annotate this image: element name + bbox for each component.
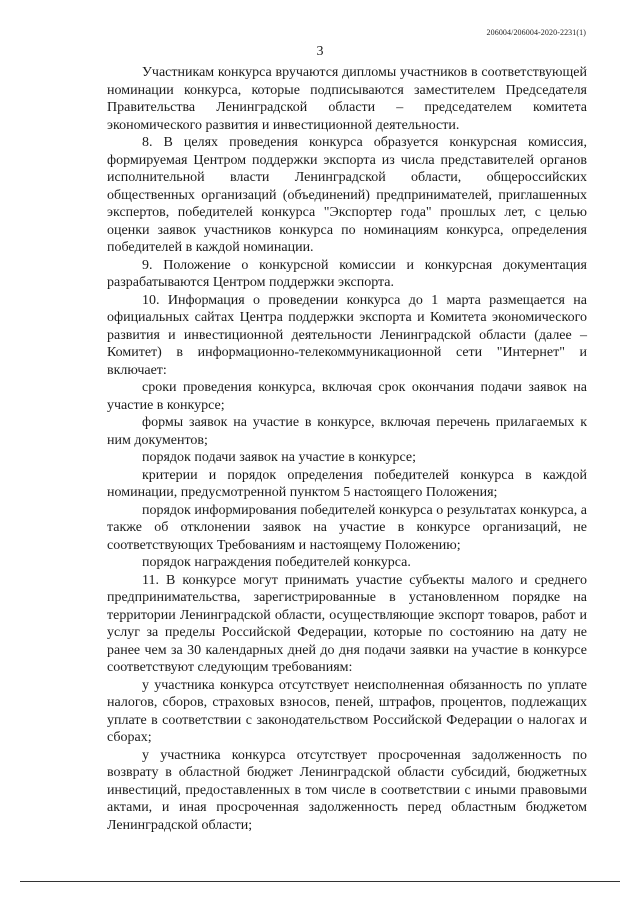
document-id: 206004/206004-2020-2231(1): [486, 28, 586, 37]
document-body: [107, 64, 587, 834]
paragraph-9-regulations: 9. Положение о конкурсной комиссии и конкурсная документация разрабатываются Центром поддержки экспорта.: [107, 257, 587, 290]
list-item-forms: формы заявок на участие в конкурсе, включая перечень прилагаемых к ним документов;: [107, 415, 587, 448]
paragraph-awards: Участникам конкурса вручаются дипломы участников в соответствующей номинации конкурса, которые подписываются заместителем Председателя Правительства Ленинградской области – председателем комитета экономического развития и инвестиционной деятельности.: [107, 65, 587, 133]
list-item-criteria: критерии и порядок определения победителей конкурса в каждой номинации, предусмотренной пунктом 5 настоящего Положения;: [107, 467, 587, 500]
list-item-no-budget-debt: у участника конкурса отсутствует просроченная задолженность по возврату в областной бюджет Ленинградской области субсидий, бюджетных инвестиций, предоставленных в том числе в соответствии с иными правовыми актами, и иная просроченная задолженность перед областным бюджетом Ленинградской области;: [107, 747, 587, 833]
paragraph-10-information: 10. Информация о проведении конкурса до 1 марта размещается на официальных сайтах Центра поддержки экспорта и Комитета экономического развития и инвестиционной деятельности Ленинградской области (далее – Комитет) в информационно-телекоммуникационной сети "Интернет" и включает:: [107, 292, 587, 378]
list-item-submission: порядок подачи заявок на участие в конкурсе;: [142, 450, 417, 465]
paragraph-11-eligibility: 11. В конкурсе могут принимать участие субъекты малого и среднего предпринимательства, зарегистрированные в установленном порядке на территории Ленинградской области, осуществляющие экспорт товаров, работ и услуг за пределы Российской Федерации, которые по состоянию на дату не ранее чем за 30 календарных дней до дня подачи заявки на участие в конкурсе соответствуют следующим требованиям:: [107, 572, 587, 675]
list-item-notification: порядок информирования победителей конкурса о результатах конкурса, а также об отклонении заявок на участие в конкурсе организаций, не соответствующих Требованиям и настоящему Положению;: [107, 502, 587, 553]
bottom-rule: [20, 881, 620, 882]
paragraph-8-commission: 8. В целях проведения конкурса образуется конкурсная комиссия, формируемая Центром поддержки экспорта из числа представителей органов исполнительной власти Ленинградской области, общероссийских общественных организаций (объединений) предпринимателей, приглашенных экспертов, победителей конкурса "Экспортер года" прошлых лет, с целью оценки заявок участников конкурса по номинациям конкурса, определения победителей в каждой номинации.: [107, 135, 587, 255]
list-item-deadlines: сроки проведения конкурса, включая срок окончания подачи заявок на участие в конкурсе;: [107, 380, 587, 413]
list-item-awarding: порядок награждения победителей конкурса.: [142, 555, 411, 570]
list-item-no-tax-debt: у участника конкурса отсутствует неисполненная обязанность по уплате налогов, сборов, страховых взносов, пеней, штрафов, процентов, подлежащих уплате в соответствии с законодательством Российской Федерации о налогах и сборах;: [107, 677, 587, 745]
page-number: 3: [316, 44, 324, 59]
